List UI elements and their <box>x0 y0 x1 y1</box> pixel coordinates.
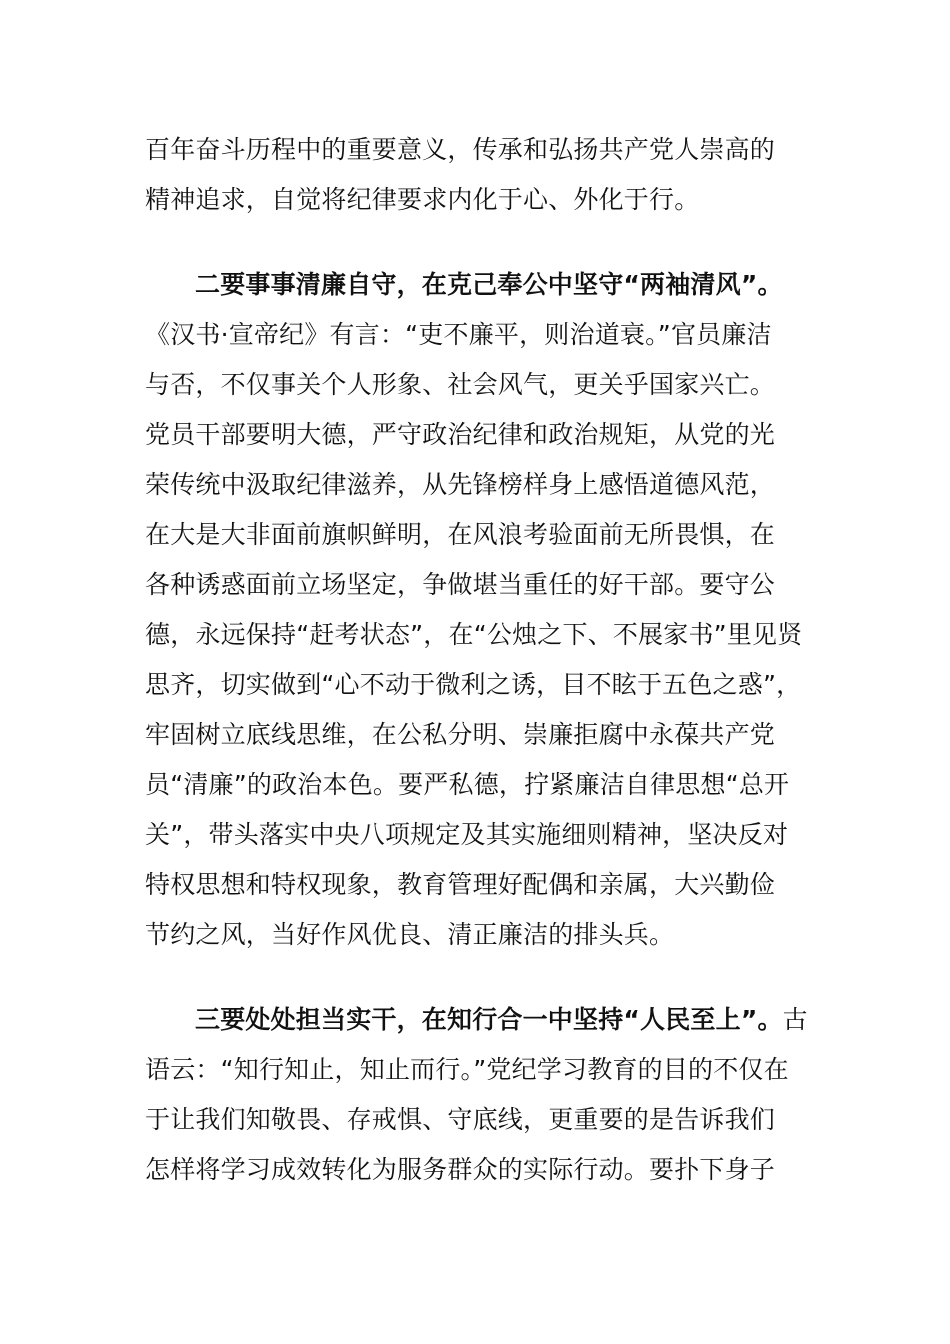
p2-line-9: 牢固树立底线思维，在公私分明、崇廉拒腐中永葆共产党 <box>145 720 776 749</box>
p3-line-3: 怎样将学习成效转化为服务群众的实际行动。要扑下身子 <box>145 1155 776 1184</box>
p2-heading: 二要事事清廉自守，在克己奉公中坚守“两袖清风”。 <box>195 270 783 299</box>
p2-line-5: 在大是大非面前旗帜鲜明，在风浪考验面前无所畏惧，在 <box>145 520 776 549</box>
p2-line-7: 德，永远保持“赶考状态”，在“公烛之下、不展家书”里见贤 <box>145 620 803 649</box>
p2-line-11: 关”，带头落实中央八项规定及其实施细则精神，坚决反对 <box>145 820 789 849</box>
p2-line-6: 各种诱惑面前立场坚定，争做堪当重任的好干部。要守公 <box>145 570 776 599</box>
p3-line-2: 于让我们知敬畏、存戒惧、守底线，更重要的是告诉我们 <box>145 1105 776 1134</box>
p2-line-13: 节约之风，当好作风优良、清正廉洁的排头兵。 <box>145 920 675 949</box>
p2-line-10: 员“清廉”的政治本色。要严私德，拧紧廉洁自律思想“总开 <box>145 770 790 799</box>
p1-line-1: 百年奋斗历程中的重要意义，传承和弘扬共产党人崇高的 <box>145 135 776 164</box>
p3-line-1: 语云：“知行知止，知止而行。”党纪学习教育的目的不仅在 <box>145 1055 789 1084</box>
p3-heading-tail: 古 <box>782 1005 808 1034</box>
p2-line-12: 特权思想和特权现象，教育管理好配偶和亲属，大兴勤俭 <box>145 870 776 899</box>
p2-line-4: 荣传统中汲取纪律滋养，从先锋榜样身上感悟道德风范， <box>145 470 776 499</box>
p2-line-3: 党员干部要明大德，严守政治纪律和政治规矩，从党的光 <box>145 420 776 449</box>
p2-line-8: 思齐，切实做到“心不动于微利之诱，目不眩于五色之惑”， <box>145 670 802 699</box>
p2-line-1: 《汉书·宣帝纪》有言：“吏不廉平，则治道衰。”官员廉洁 <box>145 320 772 349</box>
p1-line-2: 精神追求，自觉将纪律要求内化于心、外化于行。 <box>145 185 700 214</box>
p3-first-line <box>195 1003 808 1037</box>
p3-heading: 三要处处担当实干，在知行合一中坚持“人民至上”。 <box>195 1005 783 1034</box>
p2-line-2: 与否，不仅事关个人形象、社会风气，更关乎国家兴亡。 <box>145 370 776 399</box>
